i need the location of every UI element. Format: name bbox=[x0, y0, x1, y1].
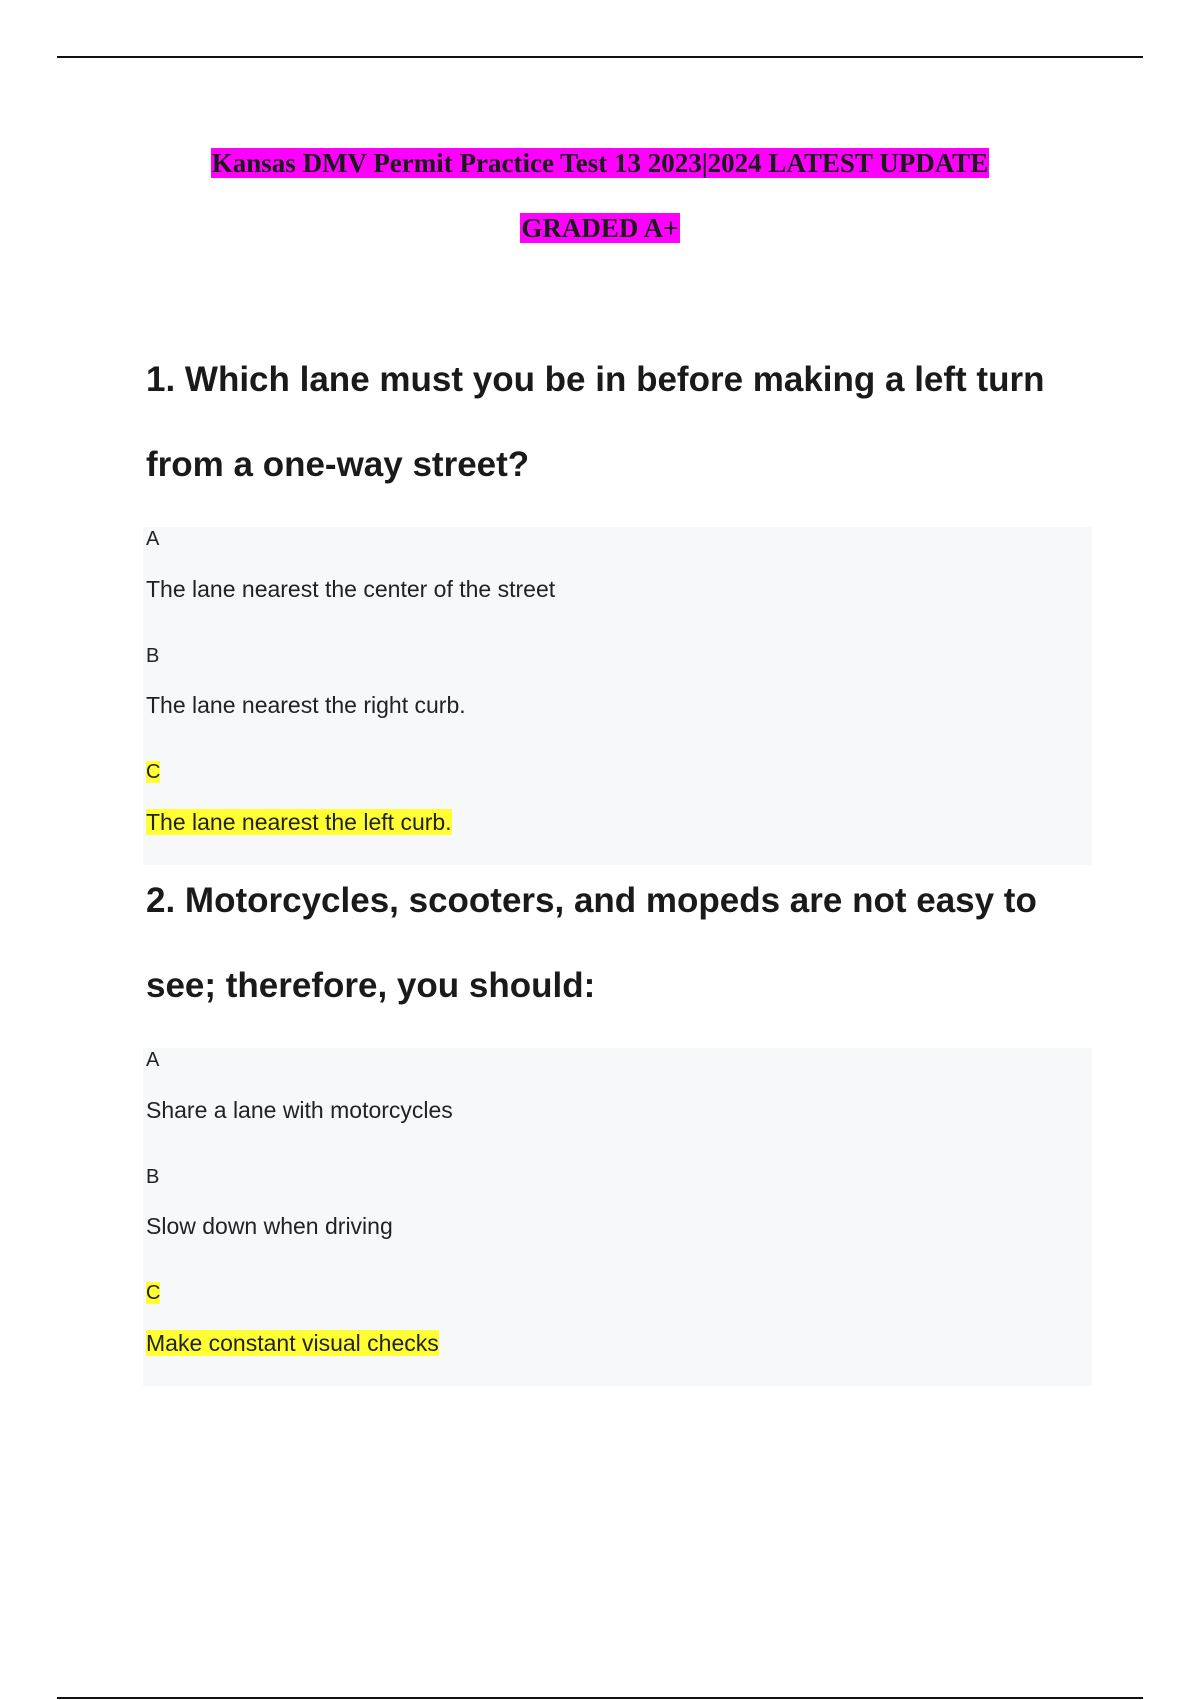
document-title-line-2 bbox=[0, 211, 1200, 245]
q1-option-a-letter-text: A bbox=[146, 528, 160, 550]
q1-option-a-label: The lane nearest the center of the street bbox=[146, 576, 556, 602]
question-1-line-2: from a one-way street? bbox=[146, 445, 530, 484]
q2-option-b-letter-text: B bbox=[146, 1166, 160, 1188]
q2-option-a-label: Share a lane with motorcycles bbox=[146, 1097, 453, 1123]
q2-option-a-text bbox=[146, 1096, 453, 1124]
q2-option-c-text bbox=[146, 1329, 439, 1357]
q1-option-a-letter bbox=[146, 527, 159, 551]
q2-correct-answer-highlight: Make constant visual checks bbox=[146, 1330, 439, 1356]
q2-option-a-letter bbox=[146, 1048, 159, 1072]
top-rule bbox=[57, 56, 1143, 58]
q1-option-c-letter-highlight: C bbox=[146, 761, 161, 783]
q1-correct-answer-highlight: The lane nearest the left curb. bbox=[146, 809, 452, 835]
question-2-answers bbox=[143, 1048, 1092, 1386]
q1-option-c-text bbox=[146, 808, 452, 836]
q1-option-b-letter-text: B bbox=[146, 645, 160, 667]
question-2-line-1: 2. Motorcycles, scooters, and mopeds are not easy to bbox=[146, 881, 1037, 920]
title-highlight-2: GRADED A+ bbox=[521, 213, 679, 243]
title-highlight-1: Kansas DMV Permit Practice Test 13 2023|2024 LATEST UPDATE bbox=[211, 148, 989, 178]
q1-option-c-letter bbox=[146, 760, 160, 784]
q2-option-c-letter bbox=[146, 1281, 160, 1305]
q1-option-a-text bbox=[146, 575, 555, 603]
q2-option-b-text bbox=[146, 1212, 393, 1240]
bottom-rule bbox=[57, 1697, 1143, 1699]
question-1-answers bbox=[143, 527, 1092, 865]
q2-option-c-letter-highlight: C bbox=[146, 1282, 161, 1304]
document-title-line-1 bbox=[0, 146, 1200, 180]
q1-option-b-letter bbox=[146, 644, 159, 668]
q2-option-b-letter bbox=[146, 1165, 159, 1189]
question-2-line-2: see; therefore, you should: bbox=[146, 966, 596, 1005]
q2-option-a-letter-text: A bbox=[146, 1049, 160, 1071]
question-1-line-1: 1. Which lane must you be in before making a left turn bbox=[146, 360, 1045, 399]
q2-option-b-label: Slow down when driving bbox=[146, 1213, 393, 1239]
q1-option-b-text bbox=[146, 691, 466, 719]
q1-option-b-label: The lane nearest the right curb. bbox=[146, 692, 466, 718]
